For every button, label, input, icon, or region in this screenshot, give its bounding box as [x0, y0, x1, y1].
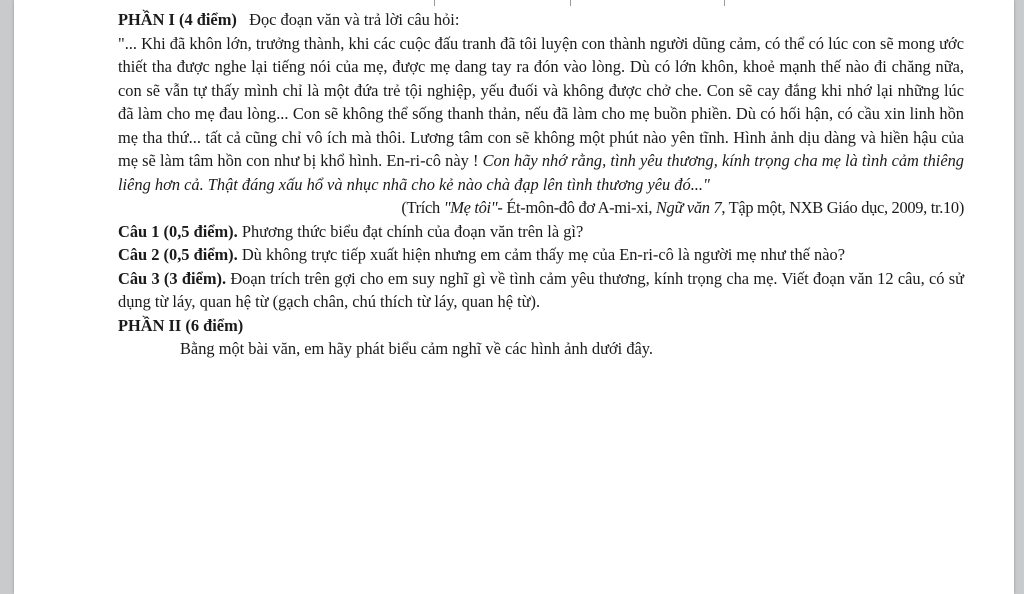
- passage-regular-text: "... Khi đã khôn lớn, trưởng thành, khi các cuộc đấu tranh đã tôi luyện con thành người dũng cảm, có thể có lúc con sẽ mong ước thiết tha được nghe lại tiếng nói của mẹ, được mẹ dang tay ra đón vào lòng. Dù có lớn khôn, khoẻ mạnh thế nào đi chăng nữa, con sẽ vẫn tự thấy mình chỉ là một đứa trẻ tội nghiệp, yếu đuối và không được chở che. Con sẽ cay đắng khi nhớ lại những lúc đã làm cho mẹ đau lòng... Con sẽ không thể sống thanh thản, nếu đã làm cho mẹ buồn phiền. Dù có hối hận, có cầu xin linh hồn mẹ tha thứ... tất cả cũng chỉ vô ích mà thôi. Lương tâm con sẽ không một phút nào yên tĩnh. Hình ảnh dịu dàng và hiền hậu của mẹ sẽ làm tâm hồn con như bị khổ hình. En-ri-cô này !: [118, 33, 964, 170]
- part2-prompt: Bằng một bài văn, em hãy phát biểu cảm nghĩ về các hình ảnh dưới đây.: [180, 339, 654, 358]
- part1-instruction: Đọc đoạn văn và trả lời câu hỏi:: [249, 10, 460, 29]
- citation-source-title: "Mẹ tôi": [443, 198, 498, 217]
- question-3: [118, 267, 964, 314]
- question-3-text: Đoạn trích trên gợi cho em suy nghĩ gì về tình cảm yêu thương, kính trọng cha mẹ. Viết đoạn văn 12 câu, có sử dụng từ láy, quan hệ từ (gạch chân, chú thích từ láy, quan hệ từ).: [118, 268, 964, 311]
- part1-heading: [118, 8, 964, 32]
- reading-passage: [118, 32, 964, 197]
- question-1: [118, 220, 964, 244]
- passage-citation: [118, 196, 964, 220]
- question-2-label: Câu 2 (0,5 điểm).: [118, 245, 238, 264]
- passage-italic-text: Con hãy nhớ rằng, tình yêu thương, kính trọng cha mẹ là tình cảm thiêng liêng hơn cả. Thật đáng xấu hổ và nhục nhã cho kẻ nào chà đạp lên tình thương yêu đó...": [118, 151, 964, 194]
- ruler-marks: [434, 0, 734, 6]
- citation-book: Ngữ văn 7: [655, 198, 722, 217]
- question-2-text: Dù không trực tiếp xuất hiện nhưng em cảm thấy mẹ của En-ri-cô là người mẹ như thế nào?: [237, 245, 845, 264]
- part2-title: PHẦN II (6 điểm): [118, 315, 244, 335]
- citation-suffix: , Tập một, NXB Giáo dục, 2009, tr.10): [721, 198, 964, 217]
- citation-prefix: (Trích: [401, 198, 444, 217]
- part1-title: PHẦN I (4 điểm): [118, 10, 237, 29]
- question-1-text: Phương thức biểu đạt chính của đoạn văn trên là gì?: [237, 221, 584, 241]
- part2-heading: [118, 314, 964, 338]
- document-content: [118, 8, 964, 361]
- question-1-label: Câu 1 (0,5 điểm).: [118, 221, 238, 241]
- citation-middle: - Ét-môn-đô đơ A-mi-xi,: [497, 198, 656, 217]
- question-3-label: Câu 3 (3 điểm).: [118, 268, 227, 288]
- question-2: [118, 243, 964, 267]
